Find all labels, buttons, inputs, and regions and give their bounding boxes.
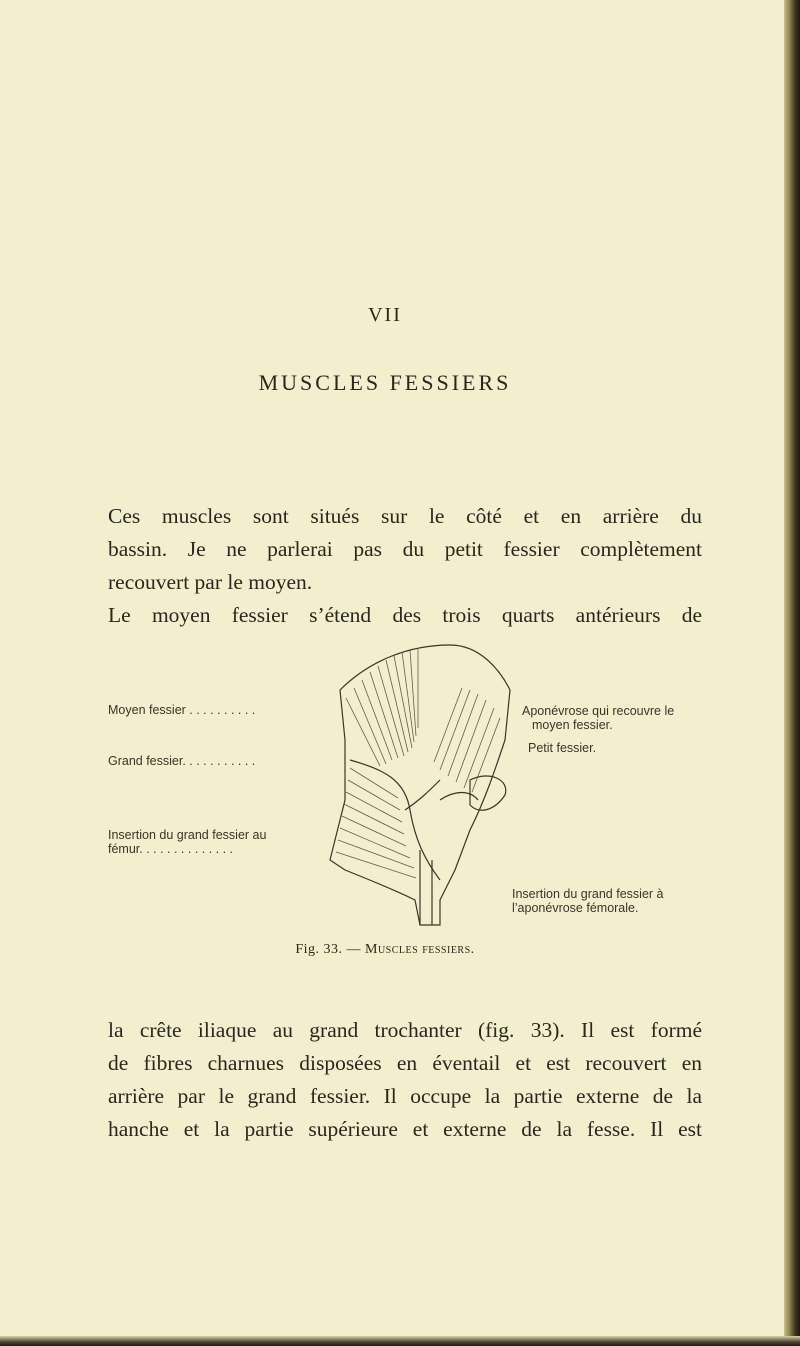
text-line: Ces muscles sont situés sur le côté et en arrière du bbox=[108, 504, 702, 528]
text-line: arrière par le grand fessier. Il occupe la partie externe de la bbox=[108, 1084, 702, 1108]
label-insertion-femur-2: fémur. . . . . . . . . . . . . . bbox=[108, 842, 234, 856]
caption-title: Muscles fessiers. bbox=[365, 942, 475, 957]
caption-prefix: Fig. 33. — bbox=[295, 942, 366, 957]
text-line: bassin. Je ne parlerai pas du petit fessier complètement bbox=[108, 537, 702, 561]
text-line: hanche et la partie supérieure et externe de la fesse. Il est bbox=[108, 1117, 702, 1141]
text-line: recouvert par le moyen. bbox=[108, 570, 313, 594]
text-line: de fibres charnues disposées en éventail et est recouvert en bbox=[108, 1051, 702, 1075]
label-petit-fessier: Petit fessier. bbox=[528, 741, 597, 755]
text-line: Le moyen fessier s’étend des trois quarts antérieurs de bbox=[108, 603, 702, 627]
page-edge-bottom bbox=[0, 1336, 800, 1346]
chapter-title: MUSCLES FESSIERS bbox=[258, 370, 512, 395]
label-aponevrose: Aponévrose qui recouvre le bbox=[522, 704, 675, 718]
label-insertion-femur: Insertion du grand fessier au bbox=[108, 828, 267, 842]
label-insertion-aponevrose: Insertion du grand fessier à bbox=[512, 887, 664, 901]
paragraph-continued bbox=[108, 1014, 702, 1146]
label-moyen-fessier: Moyen fessier . . . . . . . . . . bbox=[108, 703, 256, 717]
figure-muscles-fessiers bbox=[0, 640, 800, 960]
label-grand-fessier: Grand fessier. . . . . . . . . . . bbox=[108, 754, 256, 768]
label-aponevrose-2: moyen fessier. bbox=[532, 718, 613, 732]
chapter-number: VII bbox=[368, 304, 402, 326]
paragraph-intro bbox=[108, 500, 702, 632]
text-line: la crête iliaque au grand trochanter (fig. 33). Il est formé bbox=[108, 1018, 702, 1042]
figure-caption bbox=[0, 942, 770, 958]
muscle-illustration bbox=[0, 640, 800, 960]
label-insertion-aponevrose-2: l’aponévrose fémorale. bbox=[512, 901, 639, 915]
